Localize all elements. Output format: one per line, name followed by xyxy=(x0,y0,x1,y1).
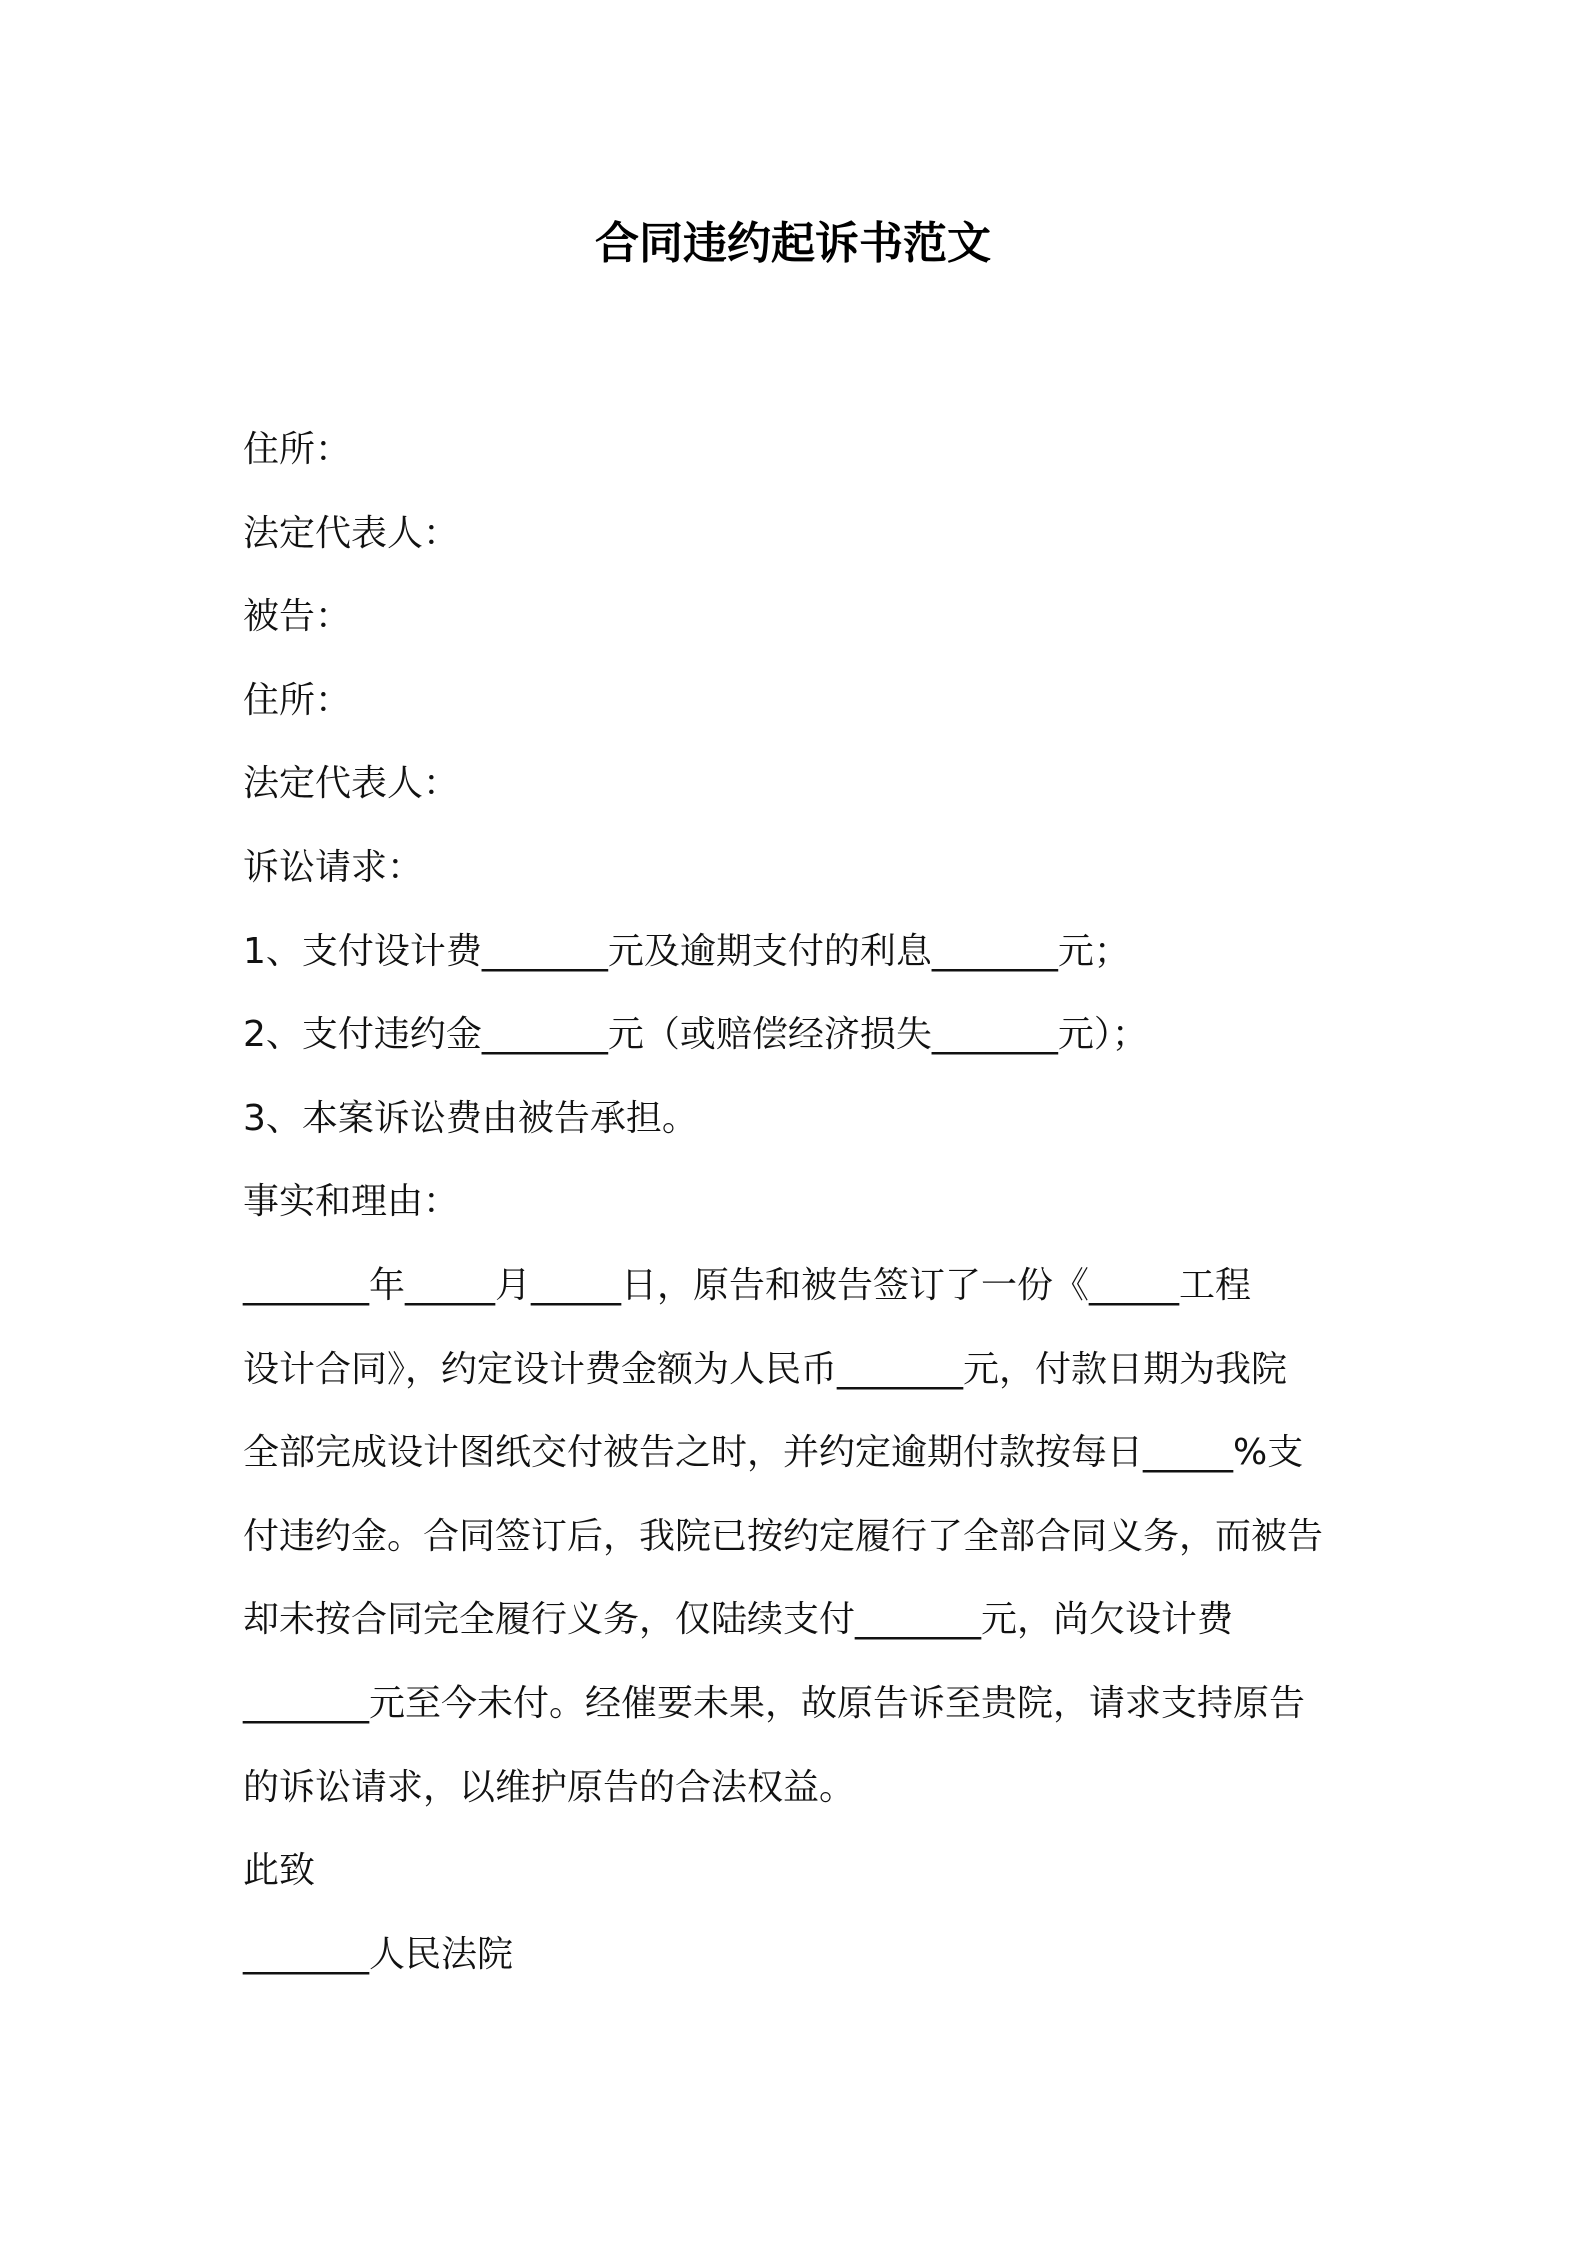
defendant-address-line: 住所： xyxy=(243,679,352,721)
facts-heading: 事实和理由： xyxy=(243,1181,460,1223)
facts-line-6: _______元至今未付。经催要未果，故原告诉至贵院，请求支持原告 xyxy=(243,1682,1306,1724)
claims-heading: 诉讼请求： xyxy=(243,846,424,888)
defendant-legal-rep-line: 法定代表人： xyxy=(243,763,460,805)
claim-item-2: 2、支付违约金_______元（或赔偿经济损失_______元）； xyxy=(243,1014,1148,1056)
facts-line-4: 付违约金。合同签订后，我院已按约定履行了全部合同义务，而被告 xyxy=(243,1515,1324,1557)
facts-paragraph xyxy=(243,1244,1353,1829)
facts-line-2: 设计合同》，约定设计费金额为人民币_______元，付款日期为我院 xyxy=(243,1348,1288,1390)
defendant-line: 被告： xyxy=(243,596,352,638)
document-body xyxy=(243,408,1353,1996)
facts-line-5: 却未按合同完全履行义务，仅陆续支付_______元，尚欠设计费 xyxy=(243,1599,1234,1641)
facts-line-7: 的诉讼请求，以维护原告的合法权益。 xyxy=(243,1766,856,1808)
facts-line-3: 全部完成设计图纸交付被告之时，并约定逾期付款按每日_____%支 xyxy=(243,1432,1304,1474)
document-title: 合同违约起诉书范文 xyxy=(595,218,991,269)
plaintiff-address-line: 住所： xyxy=(243,429,352,470)
court-line: _______人民法院 xyxy=(243,1933,514,1975)
plaintiff-legal-rep-line: 法定代表人： xyxy=(243,512,460,554)
closing-line: 此致 xyxy=(243,1850,316,1892)
claim-item-3: 3、本案诉讼费由被告承担。 xyxy=(243,1097,698,1139)
claim-item-1: 1、支付设计费_______元及逾期支付的利息_______元； xyxy=(243,930,1130,972)
facts-line-1: _______年_____月_____日，原告和被告签订了一份《_____工程 xyxy=(243,1264,1252,1306)
